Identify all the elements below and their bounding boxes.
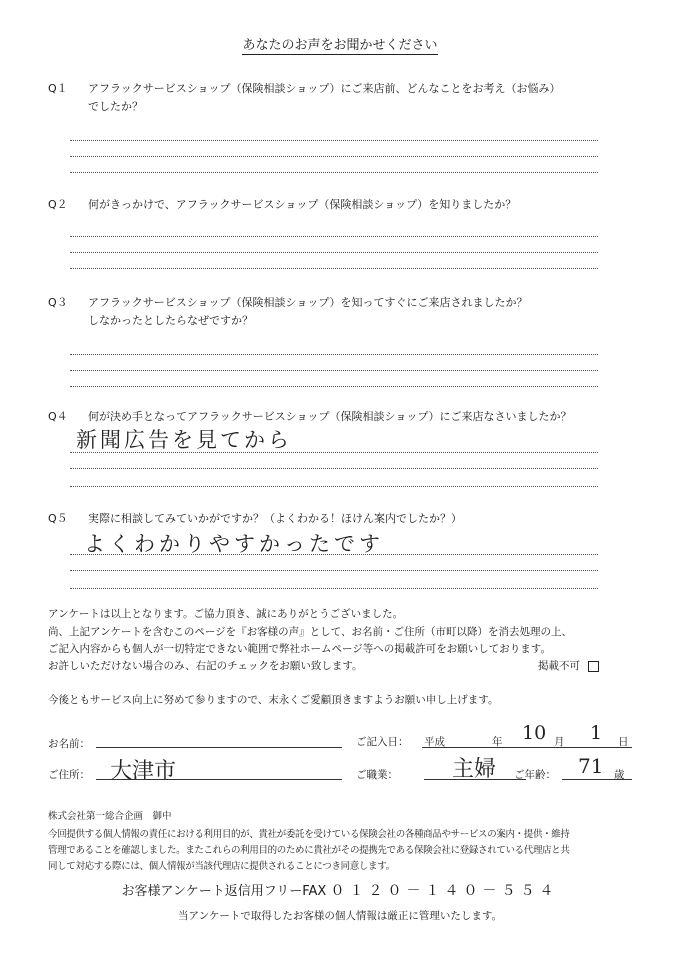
privacy-line3: 同して対応する際には、個人情報が当該代理店に提供されることにつき同意します。 xyxy=(48,861,395,872)
q4-answer-line xyxy=(70,468,598,469)
q3-number: Q３ xyxy=(48,296,68,309)
q4-answer-line xyxy=(70,486,598,487)
date-underline xyxy=(422,747,632,748)
q5-answer[interactable]: よくわかりやすかったです xyxy=(84,532,384,556)
no-publish-option[interactable] xyxy=(538,658,599,673)
closing-future: 今後ともサービス向上に努めて参りますので、末永くご愛顧頂きますようお願い申し上げます。 xyxy=(48,694,499,706)
date-era: 平成 xyxy=(424,736,445,748)
name-underline xyxy=(96,747,342,748)
q4-answer-line xyxy=(70,452,598,453)
q5-text-line1: 実際に相談してみていかがですか？（よくわかる！ほけん案内でしたか？） xyxy=(88,512,462,525)
q1-answer-line xyxy=(70,156,598,157)
page-title xyxy=(0,34,680,53)
q2-answer-line xyxy=(70,236,598,237)
privacy-line1: 今回提供する個人情報の責任における利用目的が、貴社が委託を受けている保険会社の各種商品やサービスの案内・提供・維持 xyxy=(48,829,570,840)
privacy-line2: 管理であることを確認しました。またこれらの利用目的のために貴社がその提携先である保険会社に登録されている代理店と共 xyxy=(48,845,570,856)
date-year-unit: 年 xyxy=(492,736,503,748)
q3-text-line1: アフラックサービスショップ（保険相談ショップ）を知ってすぐにご来店されましたか？ xyxy=(88,296,528,309)
q5-answer-line xyxy=(70,554,598,555)
date-day-value[interactable]: 1 xyxy=(590,722,603,744)
age-unit: 歳 xyxy=(614,769,625,781)
q3-text-line2: しなかったとしたらなぜですか？ xyxy=(88,314,253,327)
q5-answer-line xyxy=(70,588,598,589)
privacy-notice: 当アンケートで取得したお客様の個人情報は厳正に管理いたします。 xyxy=(177,910,503,922)
no-publish-checkbox[interactable] xyxy=(588,661,599,672)
age-underline xyxy=(562,779,632,780)
company-name: 株式会社第一総合企画 御中 xyxy=(48,811,172,822)
date-month-value[interactable]: 10 xyxy=(522,722,547,744)
q3-answer-line xyxy=(70,370,598,371)
date-day-unit: 日 xyxy=(618,736,629,748)
date-month-unit: 月 xyxy=(554,736,565,748)
date-label: ご記入日： xyxy=(356,736,409,748)
age-value[interactable]: 71 xyxy=(578,754,604,778)
closing-paragraph-line3: お許しいただけない場合のみ、右記のチェックをお願い致します。 xyxy=(48,660,363,672)
age-label: ご年齢： xyxy=(514,769,556,781)
q2-text-line1: 何がきっかけで、アフラックサービスショップ（保険相談ショップ）を知りましたか？ xyxy=(88,198,517,211)
q5-number: Q５ xyxy=(48,512,68,525)
closing-paragraph-line2: ご記入内容からも個人が一切特定できない範囲で弊社ホームページ等への掲載許可をお願いしております。 xyxy=(48,643,551,655)
q1-text-line1: アフラックサービスショップ（保険相談ショップ）にご来店前、どんなことをお考え（お悩み） xyxy=(88,82,561,95)
q3-answer-line xyxy=(70,386,598,387)
q4-number: Q４ xyxy=(48,410,68,423)
address-underline xyxy=(96,779,342,780)
job-underline xyxy=(424,779,526,780)
q1-text-line2: でしたか？ xyxy=(88,100,143,113)
page-title-text: あなたのお声をお聞かせください xyxy=(242,38,438,53)
q1-answer-line xyxy=(70,172,598,173)
q4-text-line1: 何が決め手となってアフラックサービスショップ（保険相談ショップ）にご来店なさいましたか？ xyxy=(88,410,572,423)
address-label: ご住所： xyxy=(48,769,90,781)
q2-answer-line xyxy=(70,268,598,269)
address-value[interactable]: 大津市 xyxy=(110,759,177,784)
q1-answer-line xyxy=(70,140,598,141)
job-label: ご職業： xyxy=(356,769,398,781)
q5-answer-line xyxy=(70,570,598,571)
fax-number: ０１２０－１４０－５５４ xyxy=(330,883,559,899)
q4-answer[interactable]: 新聞広告を見てから xyxy=(76,428,292,452)
closing-paragraph-line1: 尚、上記アンケートを含むこのページを『お客様の声』として、お名前・ご住所（市町以降）を消去処理の上、 xyxy=(48,626,572,638)
q3-answer-line xyxy=(70,354,598,355)
fax-label: お客様アンケート返信用フリーFAX xyxy=(121,884,327,899)
q1-number: Q１ xyxy=(48,82,68,95)
q2-number: Q２ xyxy=(48,198,68,211)
name-label: お名前： xyxy=(48,738,90,750)
no-publish-label: 掲載不可 xyxy=(538,660,580,672)
fax-line xyxy=(0,880,680,900)
q2-answer-line xyxy=(70,252,598,253)
closing-thanks: アンケートは以上となります。ご協力頂き、誠にありがとうございました。 xyxy=(48,608,404,620)
job-value[interactable]: 主婦 xyxy=(452,757,497,782)
